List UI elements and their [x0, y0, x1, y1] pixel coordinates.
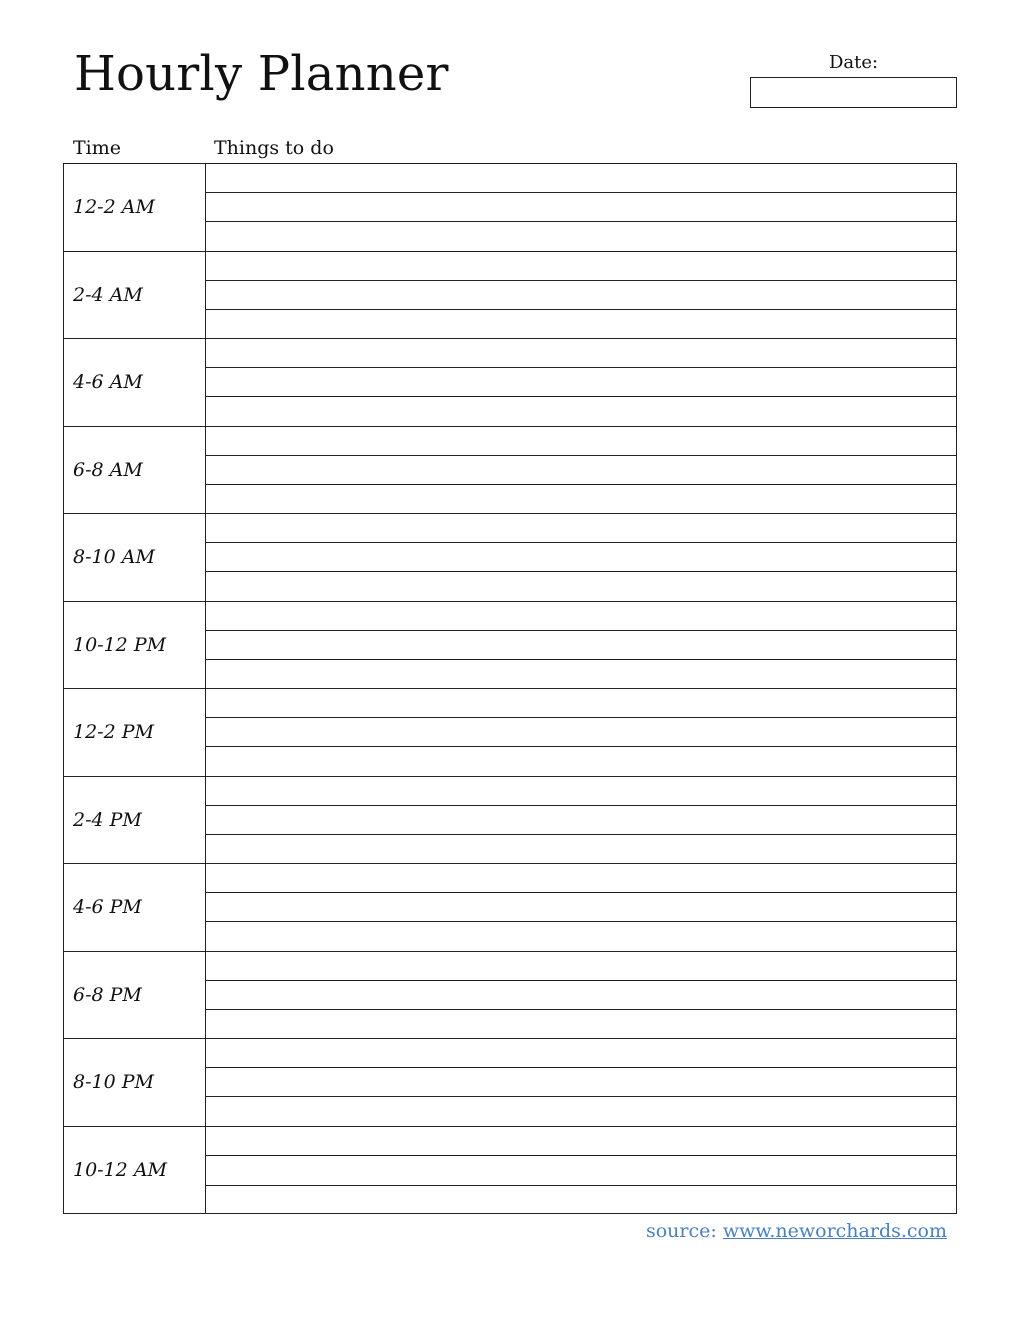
- todo-line[interactable]: [206, 543, 956, 572]
- time-block: [64, 427, 956, 515]
- time-block: [64, 339, 956, 427]
- todo-line[interactable]: [206, 281, 956, 310]
- time-slot-label: 10-12 PM: [64, 602, 206, 689]
- source-prefix: source:: [645, 1220, 723, 1242]
- todo-line[interactable]: [206, 1156, 956, 1186]
- todo-line[interactable]: [206, 514, 956, 543]
- todo-line[interactable]: [206, 602, 956, 631]
- time-block: [64, 602, 956, 690]
- todo-line[interactable]: [206, 777, 956, 806]
- time-slot-label: 2-4 AM: [64, 252, 206, 339]
- todo-line[interactable]: [206, 572, 956, 600]
- time-slot-label: 2-4 PM: [64, 777, 206, 864]
- time-slot-label: 10-12 AM: [64, 1127, 206, 1215]
- todo-line[interactable]: [206, 747, 956, 775]
- todo-line[interactable]: [206, 835, 956, 863]
- todo-line[interactable]: [206, 397, 956, 425]
- planner-grid: [63, 163, 957, 1214]
- todo-lines: [206, 339, 956, 426]
- todo-line[interactable]: [206, 718, 956, 747]
- source-credit: [646, 1220, 947, 1242]
- todo-lines: [206, 1039, 956, 1126]
- todo-line[interactable]: [206, 1186, 956, 1215]
- date-field[interactable]: [750, 77, 957, 108]
- todo-line[interactable]: [206, 252, 956, 281]
- todo-line[interactable]: [206, 660, 956, 688]
- todo-lines: [206, 252, 956, 339]
- todo-line[interactable]: [206, 689, 956, 718]
- time-column-header: Time: [73, 137, 122, 159]
- time-block: [64, 777, 956, 865]
- todo-lines: [206, 164, 956, 251]
- time-block: [64, 1039, 956, 1127]
- todo-line[interactable]: [206, 222, 956, 250]
- todo-line[interactable]: [206, 864, 956, 893]
- time-slot-label: 6-8 AM: [64, 427, 206, 514]
- time-slot-label: 6-8 PM: [64, 952, 206, 1039]
- todo-column-header: Things to do: [214, 137, 334, 159]
- todo-line[interactable]: [206, 1039, 956, 1068]
- time-slot-label: 12-2 AM: [64, 164, 206, 251]
- time-block: [64, 1127, 956, 1215]
- time-slot-label: 4-6 PM: [64, 864, 206, 951]
- todo-line[interactable]: [206, 485, 956, 513]
- time-block: [64, 252, 956, 340]
- todo-lines: [206, 777, 956, 864]
- todo-line[interactable]: [206, 1097, 956, 1125]
- todo-line[interactable]: [206, 806, 956, 835]
- time-slot-label: 8-10 AM: [64, 514, 206, 601]
- todo-lines: [206, 427, 956, 514]
- todo-lines: [206, 689, 956, 776]
- todo-line[interactable]: [206, 339, 956, 368]
- todo-line[interactable]: [206, 631, 956, 660]
- time-block: [64, 952, 956, 1040]
- todo-lines: [206, 864, 956, 951]
- todo-line[interactable]: [206, 164, 956, 193]
- time-block: [64, 864, 956, 952]
- todo-lines: [206, 1127, 956, 1215]
- time-block: [64, 689, 956, 777]
- todo-lines: [206, 952, 956, 1039]
- page-title: Hourly Planner: [74, 46, 449, 102]
- todo-line[interactable]: [206, 193, 956, 222]
- todo-line[interactable]: [206, 893, 956, 922]
- time-slot-label: 4-6 AM: [64, 339, 206, 426]
- time-block: [64, 514, 956, 602]
- todo-line[interactable]: [206, 981, 956, 1010]
- todo-line[interactable]: [206, 922, 956, 950]
- todo-lines: [206, 514, 956, 601]
- todo-line[interactable]: [206, 456, 956, 485]
- date-label: Date:: [828, 52, 879, 73]
- todo-line[interactable]: [206, 952, 956, 981]
- todo-line[interactable]: [206, 1068, 956, 1097]
- todo-line[interactable]: [206, 427, 956, 456]
- time-block: [64, 164, 956, 252]
- source-link[interactable]: www.neworchards.com: [722, 1220, 947, 1242]
- todo-line[interactable]: [206, 310, 956, 338]
- todo-line[interactable]: [206, 1127, 956, 1157]
- todo-line[interactable]: [206, 368, 956, 397]
- todo-line[interactable]: [206, 1010, 956, 1038]
- time-slot-label: 8-10 PM: [64, 1039, 206, 1126]
- todo-lines: [206, 602, 956, 689]
- time-slot-label: 12-2 PM: [64, 689, 206, 776]
